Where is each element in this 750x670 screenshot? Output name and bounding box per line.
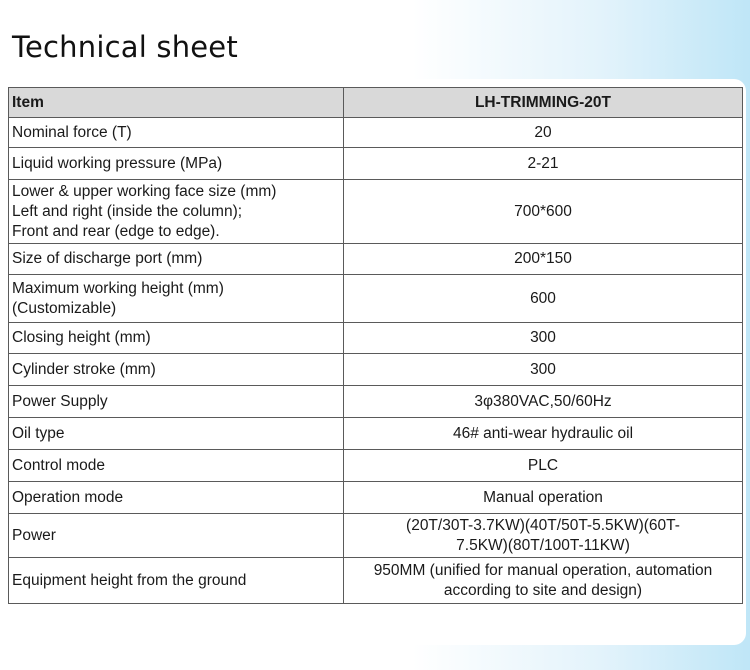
spec-value-line: according to site and design)	[443, 581, 643, 599]
spec-value	[344, 275, 743, 323]
page-title: Technical sheet	[12, 30, 238, 64]
spec-value	[344, 180, 743, 244]
spec-value-line: (20T/30T-3.7KW)(40T/50T-5.5KW)(60T-	[406, 516, 680, 534]
spec-value-line: 700*600	[514, 202, 572, 220]
spec-label-line: Left and right (inside the column);	[12, 202, 243, 220]
spec-value-line: 200*150	[514, 250, 572, 267]
spec-value-line: 950MM (unified for manual operation, automation	[373, 561, 713, 579]
table-row	[9, 514, 743, 558]
spec-value	[344, 386, 743, 418]
spec-label-line: Oil type	[12, 424, 65, 442]
spec-label-line: Cylinder stroke (mm)	[12, 360, 156, 378]
spec-value-line: Manual operation	[483, 488, 603, 506]
spec-label	[9, 450, 344, 482]
table-row	[9, 482, 743, 514]
spec-value-line: 300	[530, 329, 556, 346]
table-header-row	[9, 88, 743, 118]
spec-label	[9, 514, 344, 558]
spec-label-line: Control mode	[12, 456, 106, 474]
spec-label	[9, 558, 344, 604]
spec-value-line: PLC	[527, 456, 559, 474]
spec-table	[8, 87, 743, 604]
spec-value-line: 600	[530, 289, 556, 307]
spec-value-line: 20	[534, 123, 552, 141]
spec-label-line: Size of discharge port (mm)	[12, 250, 203, 267]
spec-label-line: Closing height (mm)	[12, 329, 151, 346]
spec-label	[9, 275, 344, 323]
spec-label-line: Front and rear (edge to edge).	[12, 222, 220, 240]
spec-label-line: (Customizable)	[12, 299, 117, 317]
spec-label-line: Operation mode	[12, 488, 124, 506]
spec-value	[344, 118, 743, 148]
spec-value	[344, 323, 743, 354]
spec-label-line: Power Supply	[12, 392, 108, 410]
spec-value-line: 300	[530, 360, 556, 378]
spec-value-line: 7.5KW)(80T/100T-11KW)	[456, 536, 630, 554]
table-row	[9, 386, 743, 418]
spec-label	[9, 323, 344, 354]
spec-label	[9, 354, 344, 386]
spec-value-line: 46# anti-wear hydraulic oil	[452, 424, 634, 442]
spec-label-line: Maximum working height (mm)	[12, 279, 224, 297]
table-row	[9, 275, 743, 323]
spec-value	[344, 244, 743, 275]
spec-label	[9, 386, 344, 418]
spec-value	[344, 482, 743, 514]
spec-label	[9, 418, 344, 450]
spec-label-line: Power	[12, 526, 56, 544]
spec-label	[9, 148, 344, 180]
spec-label	[9, 180, 344, 244]
table-row	[9, 450, 743, 482]
spec-label-line: Liquid working pressure (MPa)	[12, 154, 223, 172]
table-row	[9, 148, 743, 180]
spec-label	[9, 118, 344, 148]
table-row	[9, 118, 743, 148]
spec-label-line: Lower & upper working face size (mm)	[12, 182, 277, 200]
spec-value-line: 2-21	[527, 154, 559, 172]
spec-value	[344, 148, 743, 180]
table-row	[9, 558, 743, 604]
spec-value	[344, 558, 743, 604]
spec-label	[9, 244, 344, 275]
spec-label	[9, 482, 344, 514]
spec-value	[344, 514, 743, 558]
table-row	[9, 244, 743, 275]
header-item: Item	[9, 88, 344, 118]
spec-label-line: Equipment height from the ground	[12, 571, 247, 589]
table-row	[9, 354, 743, 386]
spec-value	[344, 354, 743, 386]
header-model: LH-TRIMMING-20T	[344, 88, 743, 118]
table-row	[9, 418, 743, 450]
table-row	[9, 323, 743, 354]
spec-label-line: Nominal force (T)	[12, 123, 132, 141]
spec-value	[344, 418, 743, 450]
table-row	[9, 180, 743, 244]
spec-value-line: 3φ380VAC,50/60Hz	[474, 392, 612, 410]
spec-value	[344, 450, 743, 482]
